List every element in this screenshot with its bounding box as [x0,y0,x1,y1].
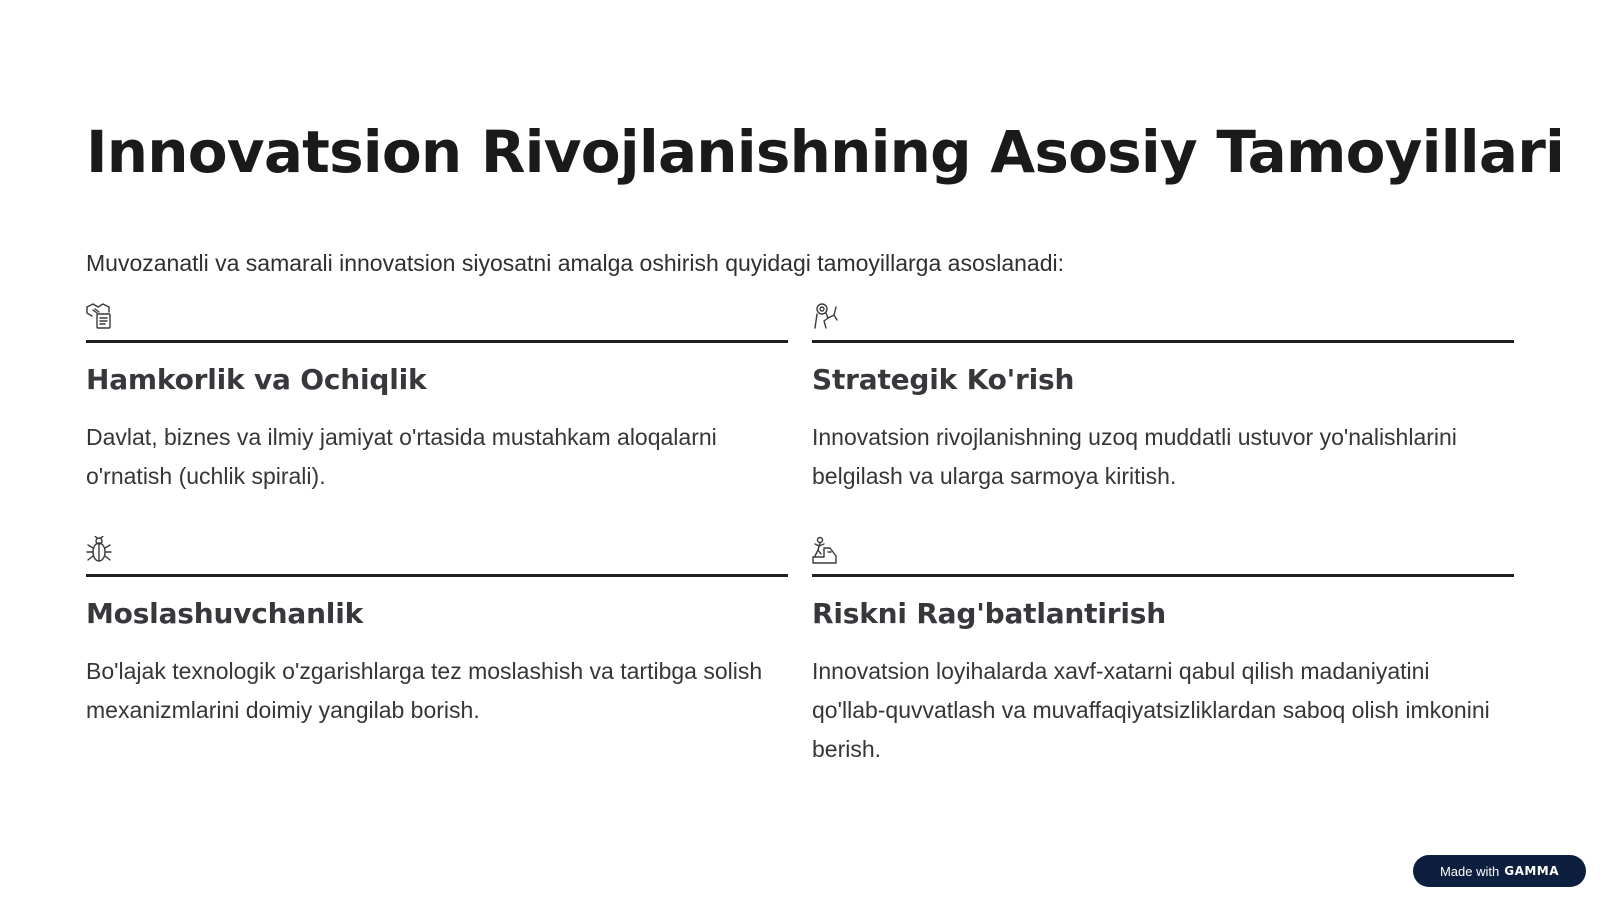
made-with-gamma-badge[interactable] [1413,855,1586,887]
card-divider [86,340,788,343]
gamma-logo: GAMMA [1504,864,1560,878]
card-title: Moslashuvchanlik [86,597,364,630]
card-title: Strategik Ko'rish [812,363,1075,396]
card-title: Hamkorlik va Ochiqlik [86,363,427,396]
card-description: Innovatsion loyihalarda xavf-xatarni qabul qilish madaniyatini qo'llab-quvvatlash va muvaffaqiyatsizliklardan saboq olish imkonini berish. [812,658,1490,762]
slide-intro: Muvozanatli va samarali innovatsion siyosatni amalga oshirish quyidagi tamoyillarga asoslanadi: [86,250,1065,276]
slide-title: Innovatsion Rivojlanishning Asosiy Tamoyillari [86,118,1565,186]
card-divider [812,574,1514,577]
card-description: Bo'lajak texnologik o'zgarishlarga tez moslashish va tartibga solish mexanizmlarini doimiy yangilab borish. [86,658,763,723]
adaptive-bug-icon [86,536,112,564]
card-divider [86,574,788,577]
badge-prefix: Made with [1439,863,1500,879]
card-description: Innovatsion rivojlanishning uzoq muddatli ustuvor yo'nalishlarini belgilash va ularga sarmoya kiritish. [812,424,1457,489]
card-description: Davlat, biznes va ilmiy jamiyat o'rtasida mustahkam aloqalarni o'rnatish (uchlik spirali). [86,424,717,489]
card-divider [812,340,1514,343]
handshake-document-icon [86,302,112,330]
person-vision-icon [812,302,838,330]
card-title: Riskni Rag'batlantirish [812,597,1166,630]
climbing-figure-icon [812,536,838,564]
